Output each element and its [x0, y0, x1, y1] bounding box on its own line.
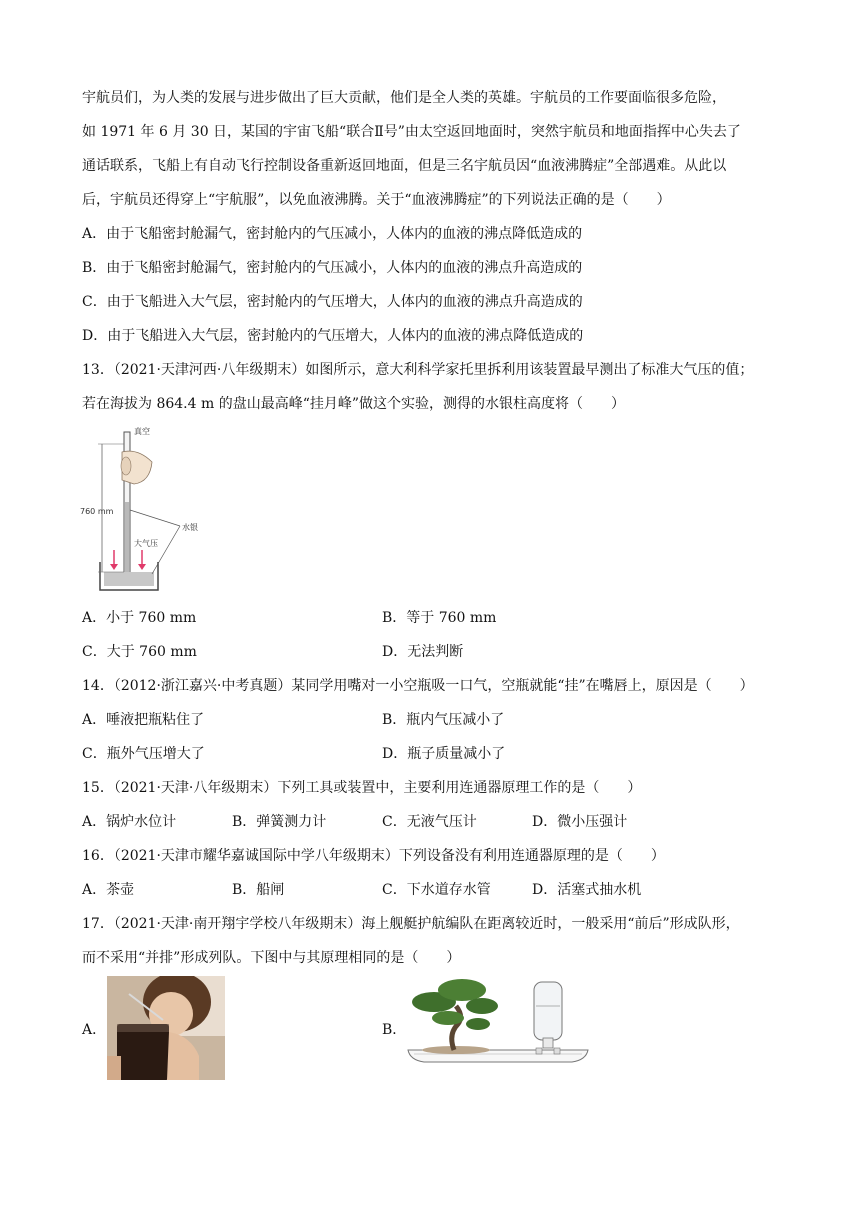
q14-option-d: D．瓶子质量减小了 [382, 746, 506, 762]
q13-option-d: D．无法判断 [382, 644, 464, 660]
q17-stem-line-1: 17．（2021·天津·南开翔宇学校八年级期末）海上舰艇护航编队在距离较近时，一般采用“前后”形成队形， [82, 916, 740, 932]
q12-line-4: 后，宇航员还得穿上“宇航服”，以免血液沸腾。关于“血液沸腾症”的下列说法正确的是（ ） [82, 192, 671, 208]
q12-option-b: B．由于飞船密封舱漏气，密封舱内的气压减小，人体内的血液的沸点升高造成的 [82, 260, 583, 276]
q17-option-b: B． [382, 1022, 407, 1038]
q13-option-c: C．大于 760 mm [82, 644, 197, 660]
q12-option-d: D．由于飞船进入大气层，密封舱内的气压增大，人体内的血液的沸点降低造成的 [82, 328, 584, 344]
bonsai-water-bottle-figure [404, 976, 592, 1080]
q13-stem-line-1: 13．（2021·天津河西·八年级期末）如图所示，意大利科学家托里拆利用该装置最早测出了标准大气压的值； [82, 362, 754, 378]
q14-option-b: B．瓶内气压减小了 [382, 712, 505, 728]
q12-line-1: 宇航员们，为人类的发展与进步做出了巨大贡献，他们是全人类的英雄。宇航员的工作要面临很多危险， [82, 90, 726, 106]
q12-option-a: A．由于飞船密封舱漏气，密封舱内的气压减小，人体内的血液的沸点降低造成的 [82, 226, 583, 242]
q14-option-a: A．唾液把瓶粘住了 [82, 712, 205, 728]
pressure-label: 大气压 [134, 539, 158, 548]
q16-option-b: B．船闸 [232, 882, 285, 898]
q14-stem: 14．（2012·浙江嘉兴·中考真题）某同学用嘴对一小空瓶吸一口气，空瓶就能“挂”在嘴唇上，原因是（ ） [82, 678, 754, 694]
q12-option-c: C．由于飞船进入大气层，密封舱内的气压增大，人体内的血液的沸点升高造成的 [82, 294, 583, 310]
q16-option-d: D．活塞式抽水机 [532, 882, 642, 898]
q12-line-3: 通话联系，飞船上有自动飞行控制设备重新返回地面，但是三名宇航员因“血液沸腾症”全部遇难。从此以 [82, 158, 727, 174]
q15-option-a: A．锅炉水位计 [82, 814, 177, 830]
q15-option-c: C．无液气压计 [382, 814, 477, 830]
q16-option-a: A．茶壶 [82, 882, 135, 898]
vacuum-label: 真空 [134, 427, 150, 436]
q17-stem-line-2: 而不采用“并排”形成列队。下图中与其原理相同的是（ ） [82, 950, 461, 966]
q12-line-2: 如 1971 年 6 月 30 日，某国的宇宙飞船“联合Ⅱ号”由太空返回地面时，突然宇航员和地面指挥中心失去了 [82, 124, 741, 140]
q16-option-c: C．下水道存水管 [382, 882, 491, 898]
q15-option-d: D．微小压强计 [532, 814, 628, 830]
q13-option-a: A．小于 760 mm [82, 610, 197, 626]
mercury-label: 水银 [182, 523, 198, 532]
q14-option-c: C．瓶外气压增大了 [82, 746, 205, 762]
height-label: 760 mm [80, 507, 114, 516]
q13-option-b: B．等于 760 mm [382, 610, 497, 626]
q13-stem-line-2: 若在海拔为 864.4 m 的盘山最高峰“挂月峰”做这个实验，测得的水银柱高度将（ ） [82, 396, 626, 412]
q15-stem: 15．（2021·天津·八年级期末）下列工具或装置中，主要利用连通器原理工作的是（ ） [82, 780, 642, 796]
q15-option-b: B．弹簧测力计 [232, 814, 327, 830]
torricelli-apparatus-figure [80, 422, 220, 598]
q16-stem: 16．（2021·天津市耀华嘉诚国际中学八年级期末）下列设备没有利用连通器原理的是（ ） [82, 848, 665, 864]
q17-option-a: A． [82, 1022, 107, 1038]
drinking-straw-photo [107, 976, 225, 1080]
